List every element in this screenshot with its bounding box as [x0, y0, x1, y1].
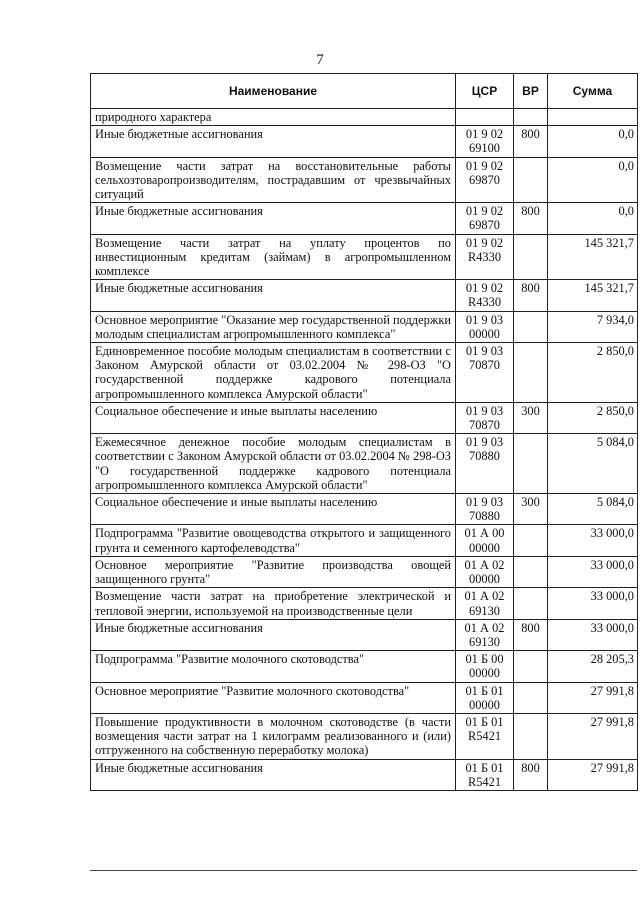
row-csr-cell: 01 А 02 69130 [456, 588, 514, 619]
header-vr: ВР [514, 74, 548, 109]
row-sum-cell [548, 109, 638, 126]
table-row [91, 343, 638, 403]
row-csr-cell: 01 Б 00 00000 [456, 651, 514, 682]
row-name-cell: Основное мероприятие "Развитие производства овощей защищенного грунта" [91, 556, 456, 587]
table-row [91, 434, 638, 494]
row-sum-cell: 33 000,0 [548, 619, 638, 650]
row-csr-cell [456, 109, 514, 126]
row-csr-cell: 01 9 02 R4330 [456, 280, 514, 311]
table-header-row [91, 74, 638, 109]
row-name-cell: Основное мероприятие "Оказание мер государственной поддержки молодым специалистам агропромышленного комплекса" [91, 311, 456, 342]
row-name-cell: Подпрограмма "Развитие молочного скотоводства" [91, 651, 456, 682]
row-sum-cell: 2 850,0 [548, 402, 638, 433]
table-row [91, 556, 638, 587]
row-sum-cell: 27 991,8 [548, 759, 638, 790]
row-vr-cell [514, 343, 548, 403]
table-row [91, 713, 638, 759]
row-vr-cell [514, 234, 548, 280]
row-sum-cell: 33 000,0 [548, 525, 638, 556]
row-csr-cell: 01 9 02 69100 [456, 126, 514, 157]
row-sum-cell: 0,0 [548, 203, 638, 234]
row-csr-cell: 01 9 03 70870 [456, 402, 514, 433]
row-sum-cell: 145 321,7 [548, 280, 638, 311]
table-row [91, 126, 638, 157]
table-row [91, 402, 638, 433]
row-vr-cell [514, 525, 548, 556]
row-sum-cell: 0,0 [548, 157, 638, 203]
table-row [91, 280, 638, 311]
table-body [91, 109, 638, 791]
row-vr-cell [514, 651, 548, 682]
row-name-cell: Социальное обеспечение и иные выплаты населению [91, 494, 456, 525]
table-row [91, 759, 638, 790]
row-name-cell: Основное мероприятие "Развитие молочного скотоводства" [91, 682, 456, 713]
row-csr-cell: 01 9 03 70870 [456, 343, 514, 403]
header-name: Наименование [91, 74, 456, 109]
row-name-cell: Иные бюджетные ассигнования [91, 280, 456, 311]
row-vr-cell: 800 [514, 619, 548, 650]
row-vr-cell [514, 713, 548, 759]
row-sum-cell: 5 084,0 [548, 494, 638, 525]
table-row [91, 234, 638, 280]
row-sum-cell: 27 991,8 [548, 682, 638, 713]
row-vr-cell [514, 311, 548, 342]
table-row [91, 619, 638, 650]
table-row [91, 525, 638, 556]
row-name-cell: Иные бюджетные ассигнования [91, 759, 456, 790]
row-name-cell: природного характера [91, 109, 456, 126]
row-name-cell: Подпрограмма "Развитие овощеводства открытого и защищенного грунта и семенного картофелеводства" [91, 525, 456, 556]
row-vr-cell: 800 [514, 759, 548, 790]
row-name-cell: Возмещение части затрат на приобретение электрической и тепловой энергии, используемой на производственные цели [91, 588, 456, 619]
table-row [91, 203, 638, 234]
row-sum-cell: 28 205,3 [548, 651, 638, 682]
row-csr-cell: 01 9 02 R4330 [456, 234, 514, 280]
row-name-cell: Возмещение части затрат на уплату процентов по инвестиционным кредитам (займам) в агропромышленном комплексе [91, 234, 456, 280]
row-sum-cell: 33 000,0 [548, 556, 638, 587]
row-csr-cell: 01 9 02 69870 [456, 157, 514, 203]
row-vr-cell [514, 556, 548, 587]
row-name-cell: Иные бюджетные ассигнования [91, 619, 456, 650]
row-csr-cell: 01 А 02 69130 [456, 619, 514, 650]
table-row [91, 311, 638, 342]
table-row [91, 651, 638, 682]
row-vr-cell [514, 109, 548, 126]
row-csr-cell: 01 Б 01 R5421 [456, 713, 514, 759]
row-name-cell: Повышение продуктивности в молочном скотоводстве (в части возмещения части затрат на 1 килограмм реализованного и (или) отгруженного на собственную переработку молока) [91, 713, 456, 759]
row-sum-cell: 145 321,7 [548, 234, 638, 280]
row-name-cell: Ежемесячное денежное пособие молодым специалистам в соответствии с Законом Амурской области от 03.02.2004 № 298-ОЗ "О государственной поддержке кадрового потенциала агропромышленного комплекса Амурской области" [91, 434, 456, 494]
row-vr-cell: 800 [514, 126, 548, 157]
header-sum: Сумма [548, 74, 638, 109]
row-vr-cell [514, 157, 548, 203]
row-vr-cell [514, 682, 548, 713]
table-row [91, 157, 638, 203]
budget-table [90, 73, 638, 791]
row-vr-cell: 800 [514, 203, 548, 234]
row-sum-cell: 0,0 [548, 126, 638, 157]
row-csr-cell: 01 9 02 69870 [456, 203, 514, 234]
row-csr-cell: 01 9 03 70880 [456, 434, 514, 494]
row-vr-cell: 300 [514, 402, 548, 433]
row-vr-cell: 300 [514, 494, 548, 525]
table-row [91, 588, 638, 619]
row-name-cell: Социальное обеспечение и иные выплаты населению [91, 402, 456, 433]
row-vr-cell [514, 434, 548, 494]
row-vr-cell: 800 [514, 280, 548, 311]
table-row [91, 682, 638, 713]
row-csr-cell: 01 А 00 00000 [456, 525, 514, 556]
row-csr-cell: 01 9 03 00000 [456, 311, 514, 342]
row-sum-cell: 27 991,8 [548, 713, 638, 759]
page-number: 7 [316, 52, 324, 68]
table-row [91, 494, 638, 525]
row-name-cell: Иные бюджетные ассигнования [91, 203, 456, 234]
row-vr-cell [514, 588, 548, 619]
row-csr-cell: 01 А 02 00000 [456, 556, 514, 587]
header-csr: ЦСР [456, 74, 514, 109]
row-sum-cell: 7 934,0 [548, 311, 638, 342]
row-name-cell: Возмещение части затрат на восстановительные работы сельхозтоваропроизводителям, пострадавшим от чрезвычайных ситуаций [91, 157, 456, 203]
row-sum-cell: 2 850,0 [548, 343, 638, 403]
page-bottom-rule [90, 870, 637, 871]
row-sum-cell: 5 084,0 [548, 434, 638, 494]
row-name-cell: Единовременное пособие молодым специалистам в соответствии с Законом Амурской области от 03.02.2004 № 298-ОЗ "О государственной поддержке кадрового потенциала агропромышленного комплекса Амурской области" [91, 343, 456, 403]
table-row [91, 109, 638, 126]
row-csr-cell: 01 Б 01 R5421 [456, 759, 514, 790]
row-sum-cell: 33 000,0 [548, 588, 638, 619]
row-name-cell: Иные бюджетные ассигнования [91, 126, 456, 157]
row-csr-cell: 01 Б 01 00000 [456, 682, 514, 713]
row-csr-cell: 01 9 03 70880 [456, 494, 514, 525]
